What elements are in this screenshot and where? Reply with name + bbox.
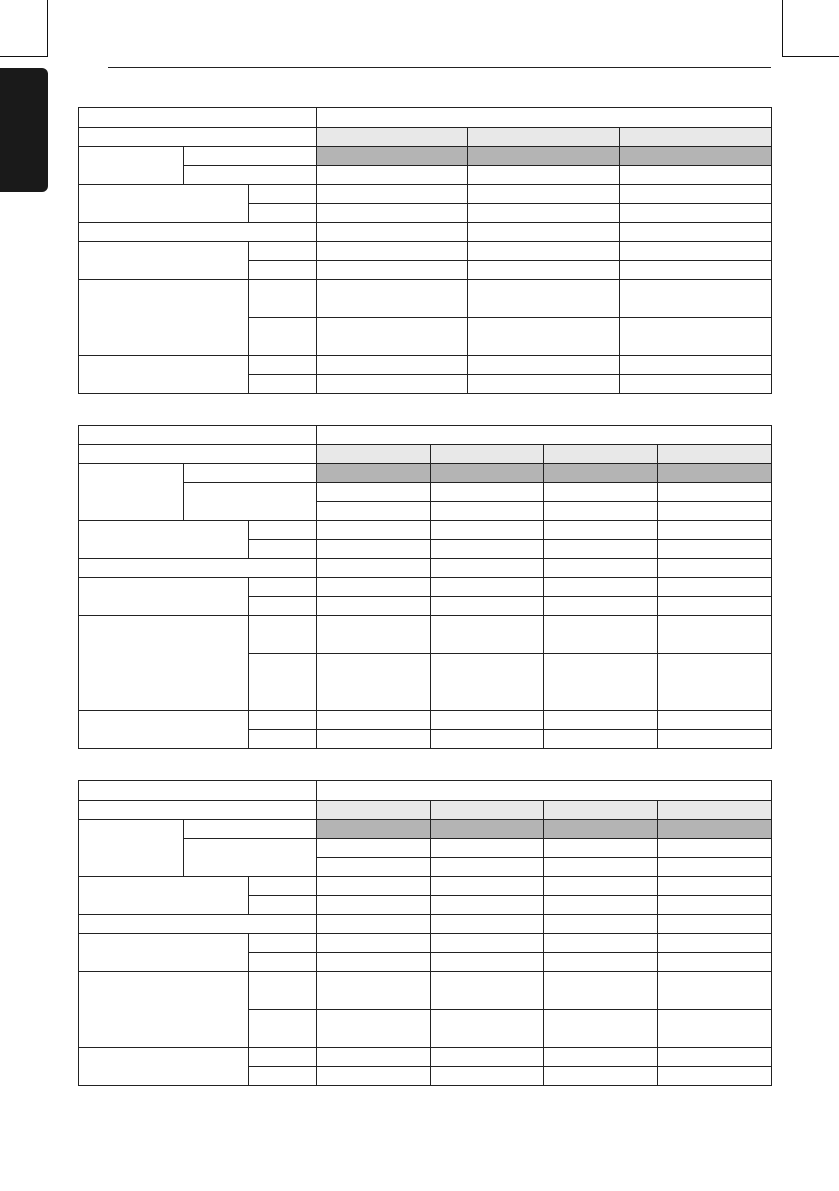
table-cell xyxy=(184,147,317,166)
table-cell xyxy=(184,483,317,521)
table-cell xyxy=(317,426,772,445)
table-row xyxy=(79,781,772,801)
table-cell xyxy=(79,915,317,934)
table-cell xyxy=(544,896,658,915)
table-cell xyxy=(317,597,431,616)
table-cell xyxy=(658,896,772,915)
table-cell xyxy=(431,502,544,521)
table-cell xyxy=(317,280,468,318)
table-row xyxy=(79,242,772,261)
model-header-cell xyxy=(317,445,431,464)
table-cell xyxy=(544,877,658,896)
table-cell xyxy=(249,896,317,915)
table-row xyxy=(79,280,772,318)
table-cell xyxy=(79,1048,249,1086)
table-cell xyxy=(317,934,431,953)
table-cell xyxy=(249,1067,317,1086)
table-cell xyxy=(249,1010,317,1048)
table-cell xyxy=(544,1048,658,1067)
table-cell xyxy=(317,654,431,711)
table-cell xyxy=(431,972,544,1010)
table-cell xyxy=(249,578,317,597)
table-cell xyxy=(184,820,317,839)
crop-mark-vertical-right xyxy=(782,0,783,56)
table-row xyxy=(79,1048,772,1067)
table-cell xyxy=(249,242,317,261)
table-cell xyxy=(79,128,317,147)
table-row xyxy=(79,972,772,1010)
table-cell xyxy=(620,318,772,356)
table-cell xyxy=(317,1067,431,1086)
table-cell xyxy=(249,730,317,749)
table-row xyxy=(79,445,772,464)
table-cell xyxy=(317,559,431,578)
table-cell xyxy=(544,578,658,597)
table-cell xyxy=(249,204,317,223)
table-cell xyxy=(317,540,431,559)
table-cell xyxy=(658,915,772,934)
table-cell xyxy=(317,781,772,801)
model-subheader-cell xyxy=(468,147,620,166)
table-cell xyxy=(658,559,772,578)
table-cell xyxy=(658,502,772,521)
table-cell xyxy=(620,375,772,394)
table-cell xyxy=(79,426,317,445)
table-cell xyxy=(431,934,544,953)
table-cell xyxy=(544,540,658,559)
table-cell xyxy=(249,1048,317,1067)
table-cell xyxy=(658,839,772,858)
table-cell xyxy=(468,375,620,394)
crop-mark-vertical xyxy=(47,0,48,56)
table-cell xyxy=(544,711,658,730)
table-cell xyxy=(249,711,317,730)
spec-table-1 xyxy=(78,107,772,394)
table-cell xyxy=(544,934,658,953)
table-cell xyxy=(249,654,317,711)
table-cell xyxy=(317,877,431,896)
table-row xyxy=(79,223,772,242)
table-cell xyxy=(431,597,544,616)
model-header-cell xyxy=(620,128,772,147)
table-cell xyxy=(249,375,317,394)
table-cell xyxy=(79,521,249,559)
table-cell xyxy=(468,261,620,280)
language-side-tab xyxy=(0,68,48,192)
table-cell xyxy=(658,578,772,597)
table-row xyxy=(79,820,772,839)
table-cell xyxy=(658,616,772,654)
table-cell xyxy=(79,242,249,280)
model-subheader-cell xyxy=(317,464,431,483)
model-subheader-cell xyxy=(658,464,772,483)
table-row xyxy=(79,559,772,578)
table-cell xyxy=(79,559,317,578)
table-cell xyxy=(249,953,317,972)
table-cell xyxy=(658,654,772,711)
table-row xyxy=(79,877,772,896)
table-cell xyxy=(658,1010,772,1048)
table-cell xyxy=(249,616,317,654)
table-cell xyxy=(468,223,620,242)
table-cell xyxy=(249,597,317,616)
table-row xyxy=(79,108,772,128)
table-cell xyxy=(544,953,658,972)
table-cell xyxy=(431,839,544,858)
table-cell xyxy=(620,280,772,318)
table-cell xyxy=(317,108,772,128)
table-cell xyxy=(431,858,544,877)
table-cell xyxy=(79,185,249,223)
header-rule xyxy=(108,67,771,68)
table-cell xyxy=(544,597,658,616)
model-subheader-cell xyxy=(317,820,431,839)
table-cell xyxy=(468,280,620,318)
table-cell xyxy=(468,166,620,185)
table-cell xyxy=(658,730,772,749)
model-header-cell xyxy=(317,128,468,147)
table-cell xyxy=(468,356,620,375)
table-cell xyxy=(79,972,249,1048)
table-row xyxy=(79,185,772,204)
table-row xyxy=(79,147,772,166)
table-cell xyxy=(249,877,317,896)
table-cell xyxy=(184,464,317,483)
table-cell xyxy=(658,540,772,559)
table-cell xyxy=(658,858,772,877)
model-subheader-cell xyxy=(620,147,772,166)
crop-mark-horizontal xyxy=(0,56,48,57)
table-cell xyxy=(317,318,468,356)
table-cell xyxy=(249,318,317,356)
model-header-cell xyxy=(431,445,544,464)
table-row xyxy=(79,801,772,820)
table-cell xyxy=(79,934,249,972)
table-cell xyxy=(249,356,317,375)
table-cell xyxy=(658,597,772,616)
table-cell xyxy=(317,1010,431,1048)
table-cell xyxy=(544,521,658,540)
table-cell xyxy=(79,464,184,521)
table-cell xyxy=(431,578,544,597)
table-cell xyxy=(79,108,317,128)
table-row xyxy=(79,616,772,654)
table-cell xyxy=(79,781,317,801)
table-cell xyxy=(317,356,468,375)
table-cell xyxy=(317,185,468,204)
table-cell xyxy=(544,858,658,877)
table-row xyxy=(79,128,772,147)
table-cell xyxy=(658,483,772,502)
model-subheader-cell xyxy=(544,820,658,839)
table-cell xyxy=(184,839,317,877)
table-cell xyxy=(249,972,317,1010)
table-cell xyxy=(658,934,772,953)
table-cell xyxy=(431,1067,544,1086)
table-cell xyxy=(249,280,317,318)
table-cell xyxy=(317,1048,431,1067)
table-cell xyxy=(544,730,658,749)
table-cell xyxy=(431,730,544,749)
table-cell xyxy=(544,1067,658,1086)
table-cell xyxy=(249,185,317,204)
table-row xyxy=(79,356,772,375)
table-cell xyxy=(317,261,468,280)
table-cell xyxy=(544,915,658,934)
table-cell xyxy=(431,521,544,540)
table-cell xyxy=(79,877,249,915)
model-header-cell xyxy=(317,801,431,820)
table-cell xyxy=(431,483,544,502)
table-cell xyxy=(79,280,249,356)
table-row xyxy=(79,578,772,597)
table-cell xyxy=(544,839,658,858)
table-cell xyxy=(431,915,544,934)
table-cell xyxy=(658,1048,772,1067)
table-row xyxy=(79,521,772,540)
table-cell xyxy=(317,616,431,654)
table-row xyxy=(79,934,772,953)
table-cell xyxy=(544,559,658,578)
table-cell xyxy=(317,839,431,858)
table-cell xyxy=(79,711,249,749)
table-cell xyxy=(431,877,544,896)
table-cell xyxy=(620,166,772,185)
table-cell xyxy=(317,953,431,972)
table-cell xyxy=(544,483,658,502)
table-cell xyxy=(468,185,620,204)
table-cell xyxy=(317,166,468,185)
table-cell xyxy=(658,953,772,972)
table-cell xyxy=(317,483,431,502)
table-cell xyxy=(317,896,431,915)
table-cell xyxy=(317,521,431,540)
table-cell xyxy=(544,654,658,711)
table-cell xyxy=(620,242,772,261)
table-cell xyxy=(658,711,772,730)
table-cell xyxy=(431,616,544,654)
table-cell xyxy=(79,801,317,820)
table-cell xyxy=(317,223,468,242)
model-subheader-cell xyxy=(658,820,772,839)
table-cell xyxy=(431,711,544,730)
table-cell xyxy=(620,356,772,375)
table-cell xyxy=(79,616,249,711)
table-cell xyxy=(317,972,431,1010)
table-cell xyxy=(658,1067,772,1086)
table-cell xyxy=(249,540,317,559)
table-cell xyxy=(317,204,468,223)
table-cell xyxy=(79,820,184,877)
table-row xyxy=(79,426,772,445)
table-cell xyxy=(431,953,544,972)
table-cell xyxy=(249,934,317,953)
table-cell xyxy=(658,877,772,896)
model-header-cell xyxy=(544,445,658,464)
table-cell xyxy=(468,204,620,223)
model-header-cell xyxy=(468,128,620,147)
table-cell xyxy=(620,223,772,242)
table-cell xyxy=(620,261,772,280)
table-cell xyxy=(431,1048,544,1067)
table-cell xyxy=(317,375,468,394)
crop-mark-horizontal-right xyxy=(782,56,839,57)
model-subheader-cell xyxy=(544,464,658,483)
table-cell xyxy=(79,445,317,464)
table-cell xyxy=(431,654,544,711)
table-cell xyxy=(79,223,317,242)
table-cell xyxy=(431,540,544,559)
table-cell xyxy=(317,502,431,521)
table-cell xyxy=(544,972,658,1010)
table-cell xyxy=(544,616,658,654)
table-cell xyxy=(79,147,184,185)
table-cell xyxy=(468,242,620,261)
table-cell xyxy=(544,502,658,521)
spec-table-3 xyxy=(78,780,772,1086)
model-subheader-cell xyxy=(317,147,468,166)
table-cell xyxy=(317,915,431,934)
table-cell xyxy=(249,521,317,540)
table-cell xyxy=(431,896,544,915)
table-row xyxy=(79,464,772,483)
table-cell xyxy=(317,730,431,749)
table-cell xyxy=(431,1010,544,1048)
table-cell xyxy=(468,318,620,356)
table-cell xyxy=(658,521,772,540)
table-cell xyxy=(249,261,317,280)
table-cell xyxy=(317,858,431,877)
table-cell xyxy=(544,1010,658,1048)
table-cell xyxy=(317,242,468,261)
table-cell xyxy=(431,559,544,578)
table-cell xyxy=(620,185,772,204)
table-cell xyxy=(79,578,249,616)
model-header-cell xyxy=(658,445,772,464)
table-row xyxy=(79,915,772,934)
table-cell xyxy=(317,578,431,597)
table-cell xyxy=(620,204,772,223)
model-header-cell xyxy=(431,801,544,820)
table-cell xyxy=(317,711,431,730)
table-cell xyxy=(79,356,249,394)
model-subheader-cell xyxy=(431,464,544,483)
table-cell xyxy=(658,972,772,1010)
model-header-cell xyxy=(658,801,772,820)
table-row xyxy=(79,711,772,730)
model-subheader-cell xyxy=(431,820,544,839)
spec-table-2 xyxy=(78,425,772,749)
model-header-cell xyxy=(544,801,658,820)
table-cell xyxy=(184,166,317,185)
